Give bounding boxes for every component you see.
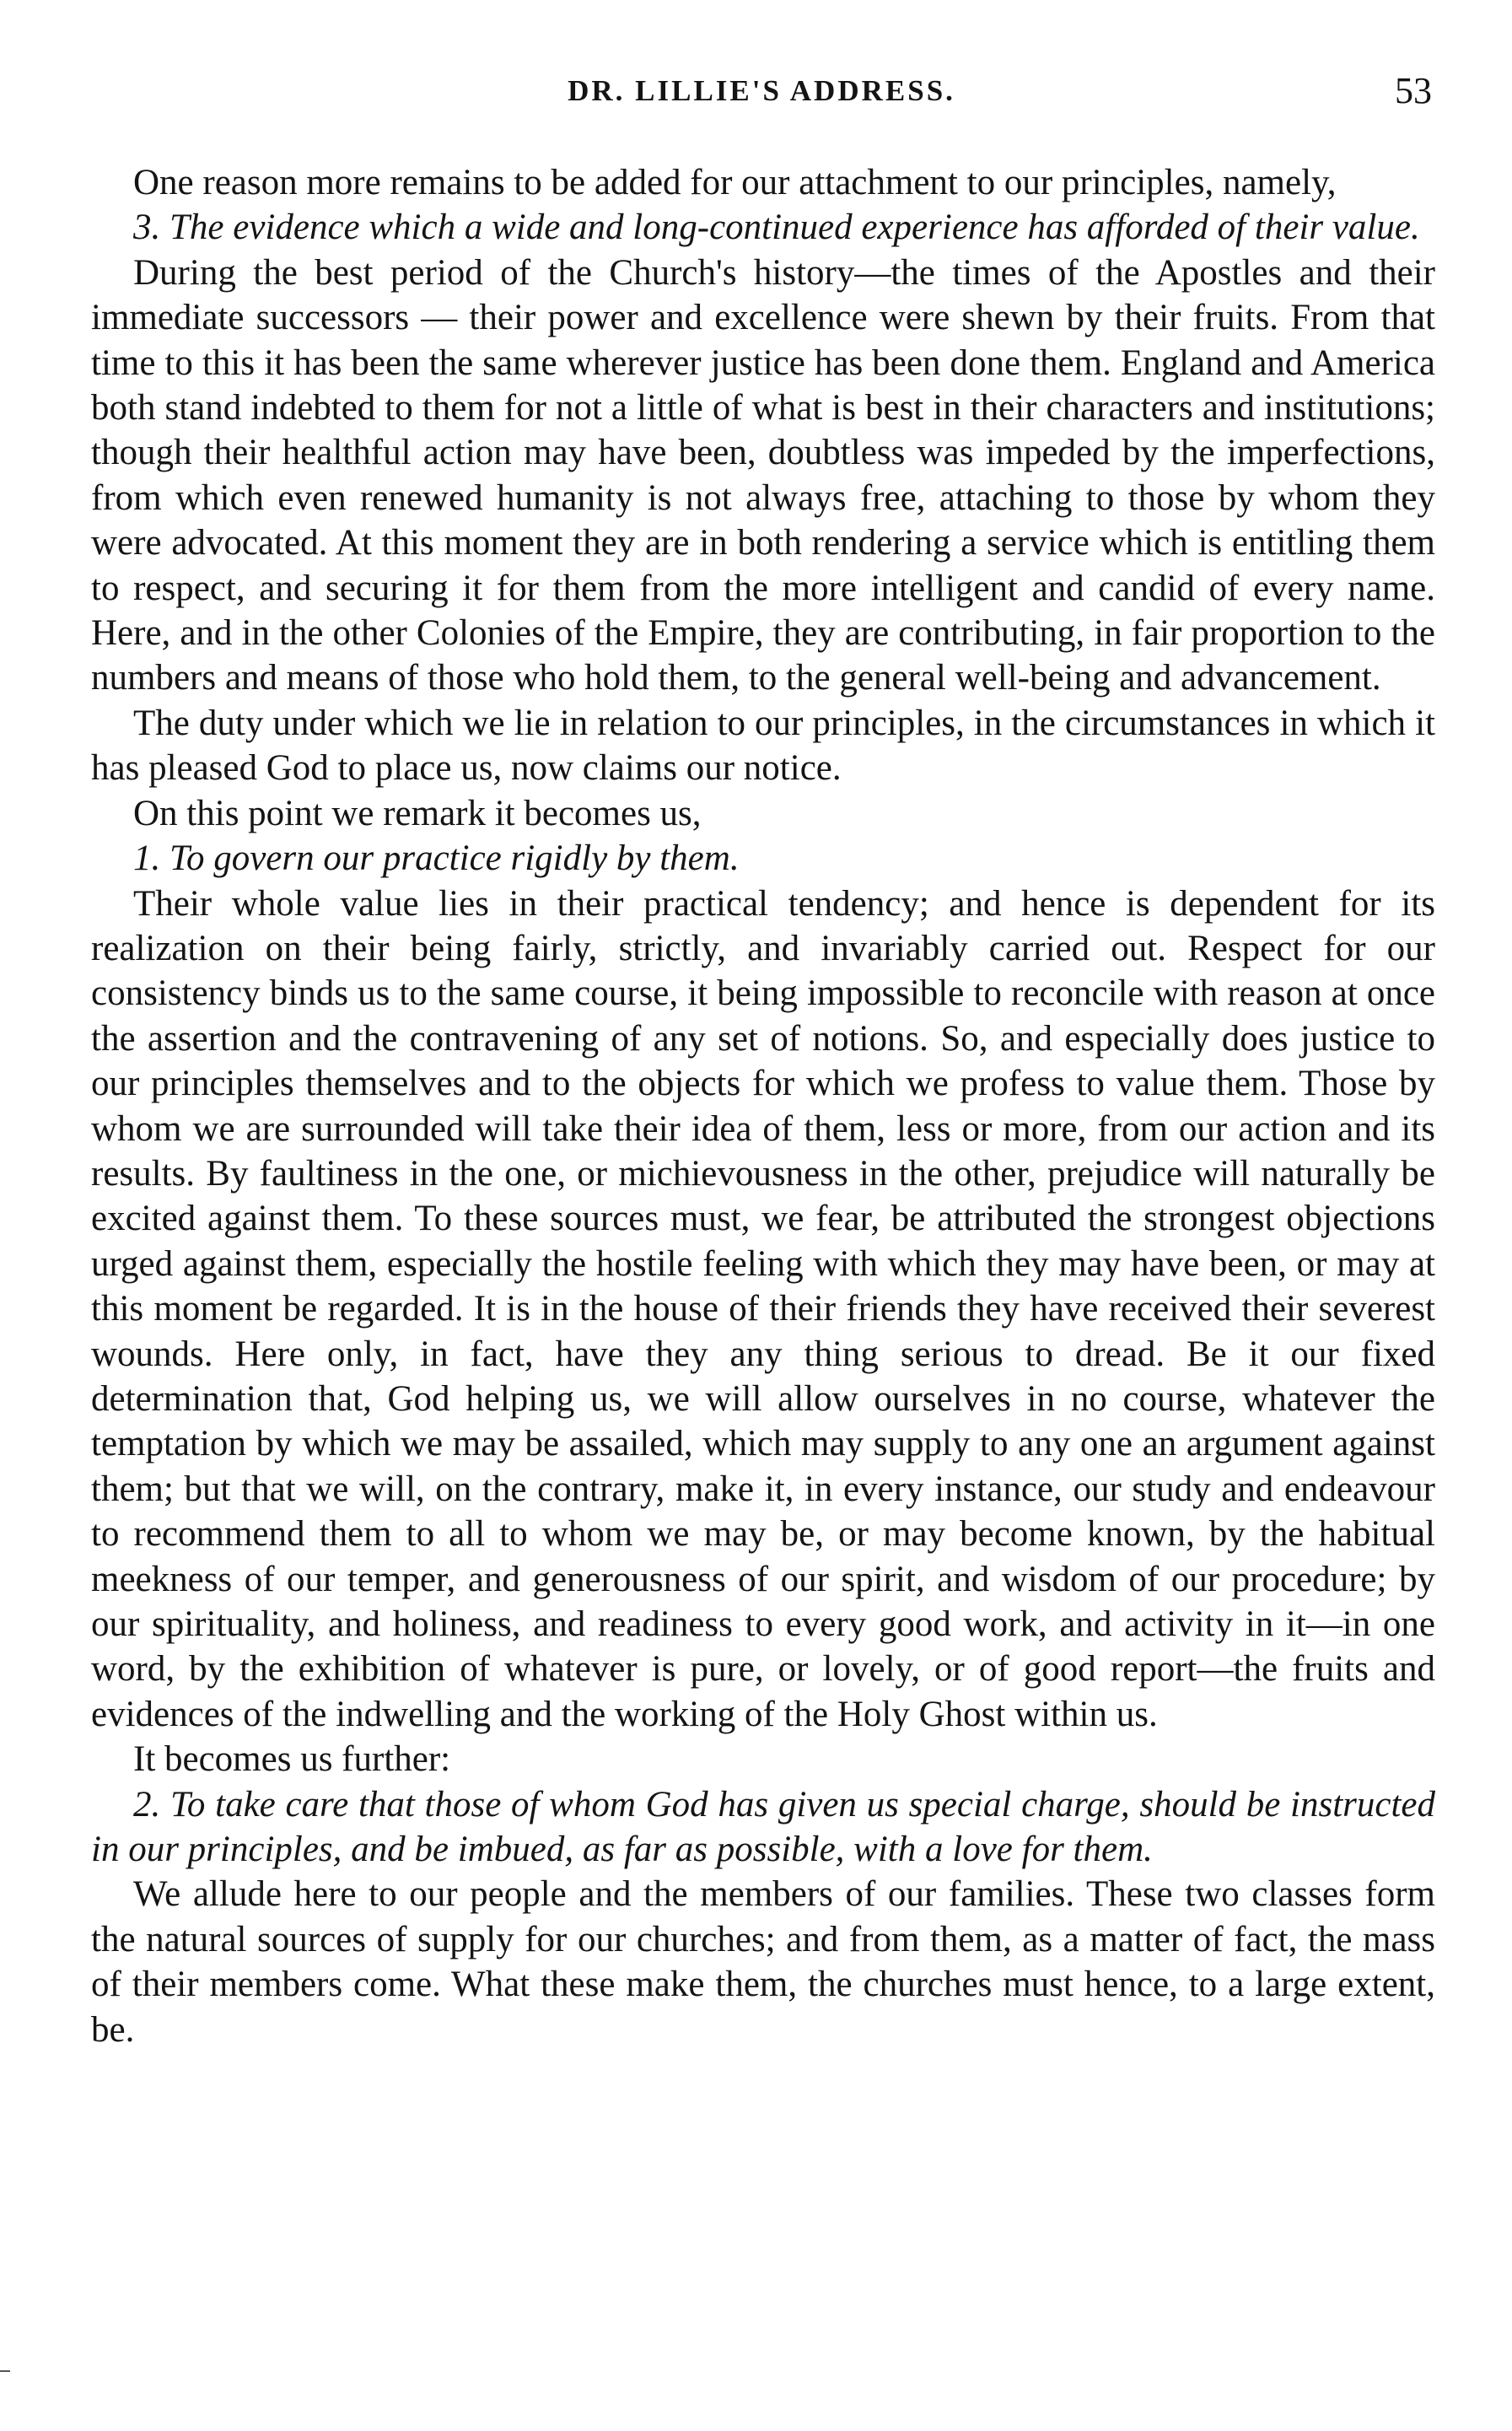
- numbered-heading: [91, 1782, 1435, 1873]
- page-number: 53: [1395, 70, 1432, 111]
- running-head: DR. LILLIE'S ADDRESS.: [568, 74, 955, 107]
- paragraph-text: 3. The evidence which a wide and long-continued experience has afforded of their value.: [133, 208, 1420, 248]
- paragraph-text: 2. To take care that those of whom God has given us special charge, should be instructed in our principles, and be imbued, as far as possible, with a love for them.: [91, 1784, 1435, 1870]
- margin-mark: [0, 2370, 10, 2372]
- paragraph-text: 1. To govern our practice rigidly by them.: [133, 838, 740, 879]
- page-header: [91, 70, 1432, 125]
- paragraph: On this point we remark it becomes us,: [133, 793, 702, 833]
- paragraph: The duty under which we lie in relation to our principles, in the circumstances in which it has pleased God to place us, now claims our notice.: [91, 703, 1435, 789]
- paragraph: It becomes us further:: [133, 1739, 451, 1780]
- paragraph: During the best period of the Church's history—the times of the Apostles and their immediate successors — their power and excellence were shewn by their fruits. From that time to this it has been the same wherever justice has been done them. England and America both stand indebted to them for not a little of what is best in their characters and institutions; though their healthful action may have been, doubtless was impeded by the imperfections, from which even renewed humanity is not always free, attaching to those by whom they were advocated. At this moment they are in both rendering a service which is entitling them to respect, and securing it for them from the more intelligent and candid of every name. Here, and in the other Colonies of the Empire, they are contributing, in fair proportion to the numbers and means of those who hold them, to the general well-being and advancement.: [91, 252, 1435, 698]
- paragraph: We allude here to our people and the members of our families. These two classes form the natural sources of supply for our churches; and from them, as a matter of fact, the mass of their members come. What these make them, the churches must hence, to a large extent, be.: [91, 1874, 1435, 2050]
- paragraph: One reason more remains to be added for our attachment to our principles, namely,: [133, 163, 1337, 202]
- numbered-heading: [91, 205, 1435, 250]
- body-text: [91, 160, 1435, 2052]
- numbered-heading: [91, 836, 1435, 881]
- paragraph: Their whole value lies in their practical tendency; and hence is dependent for its realization on their being fairly, strictly, and invariably carried out. Respect for our consistency binds us to the same course, it being impossible to reconcile with reason at once the assertion and the contravening of any set of notions. So, and especially does justice to our principles themselves and to the objects for which we profess to value them. Those by whom we are surrounded will take their idea of them, less or more, from our action and its results. By faultiness in the one, or michievousness in the other, prejudice will naturally be excited against them. To these sources must, we fear, be attributed the strongest objections urged against them, especially the hostile feeling with which they may have been, or may at this moment be regarded. It is in the house of their friends they have received their severest wounds. Here only, in fact, have they any thing serious to dread. Be it our fixed determination that, God helping us, we will allow ourselves in no course, whatever the temptation by which we may be assailed, which may supply to any one an argument against them; but that we will, on the contrary, make it, in every instance, our study and endeavour to recommend them to all to whom we may be, or may become known, by the habitual meekness of our temper, and generousness of our spirit, and wisdom of our procedure; by our spirituality, and holiness, and readiness to every good work, and activity in it—in one word, by the exhibition of whatever is pure, or lovely, or of good report—the fruits and evidences of the indwelling and the working of the Holy Ghost within us.: [91, 883, 1435, 1734]
